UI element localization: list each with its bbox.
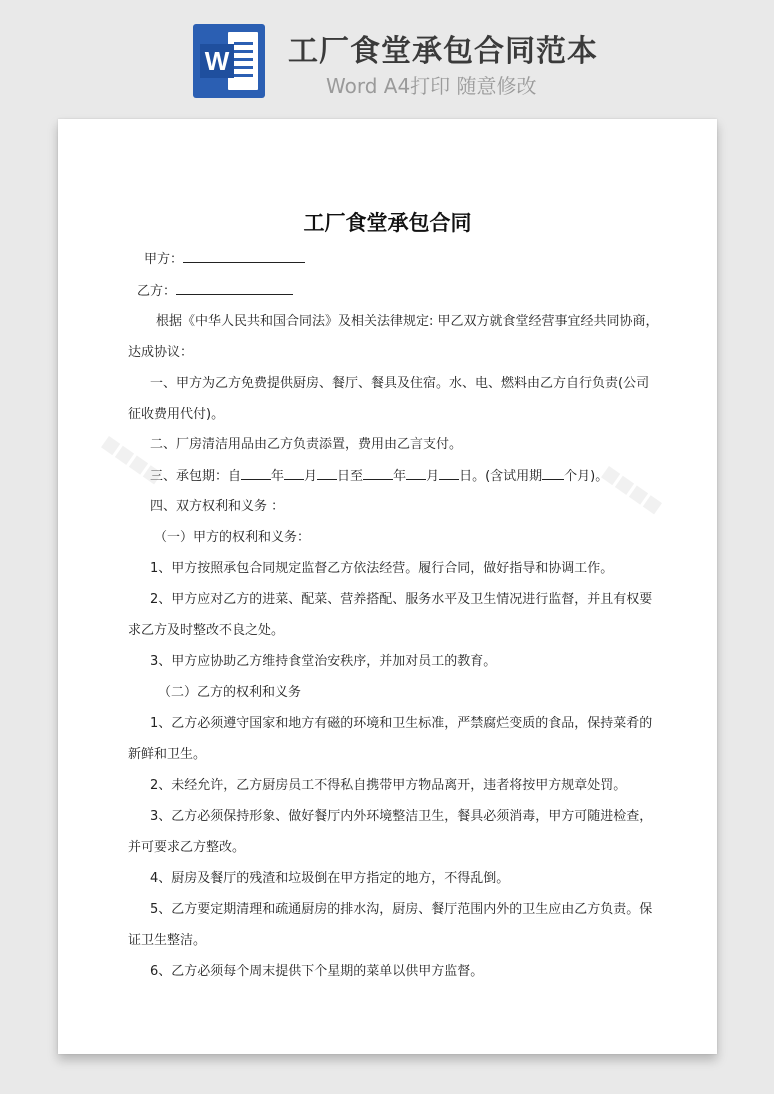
party-b-rights-heading: （二）乙方的权利和义务 [158, 685, 302, 700]
party-a-label: 甲方： [144, 252, 184, 267]
term-prefix: 三、承包期：自 [150, 469, 242, 484]
b6-line: 6、乙方必须每个周末提供下个星期的菜单以供甲方监督。 [150, 964, 484, 979]
a1-line: 1、甲方按照承包合同规定监督乙方依法经营。履行合同，做好指导和协调工作。 [150, 561, 614, 576]
term-blank[interactable] [284, 468, 304, 480]
party-a-line [144, 251, 305, 268]
word-document-icon [193, 24, 265, 98]
a2-line-2: 求乙方及时整改不良之处。 [128, 623, 285, 638]
term-day-end: 日。(含试用期 [459, 469, 543, 484]
party-b-label: 乙方： [137, 284, 177, 299]
document-title: 工厂食堂承包合同 [303, 211, 472, 235]
term-month-2: 月 [426, 469, 440, 484]
term-line [150, 468, 608, 485]
term-blank[interactable] [363, 468, 393, 480]
b5-line-2: 证卫生整洁。 [128, 933, 207, 948]
item4-line: 四、双方权利和义务 ： [150, 499, 285, 514]
party-a-rights-heading: （一）甲方的权利和义务： [154, 530, 311, 545]
banner-title: 工厂食堂承包合同范本 [288, 34, 598, 69]
intro-line-2: 达成协议： [128, 345, 194, 360]
watermark: ■■■■ [98, 431, 166, 488]
term-month-1: 月 [304, 469, 318, 484]
term-blank[interactable] [317, 468, 337, 480]
intro-line-1: 根据《中华人民共和国合同法》及相关法律规定: 甲乙双方就食堂经营事宜经共同协商， [156, 314, 659, 329]
b3-line-1: 3、乙方必须保持形象、做好餐厅内外环境整洁卫生，餐具必须消毒，甲方可随进检查， [150, 809, 653, 824]
term-blank[interactable] [439, 468, 459, 480]
party-b-line [137, 283, 293, 300]
term-year-2: 年 [393, 469, 407, 484]
word-letter: W [200, 44, 234, 78]
item2-line: 二、厂房清洁用品由乙方负责添置，费用由乙言支付。 [150, 437, 463, 452]
item1-line-1: 一、甲方为乙方免费提供厨房、餐厅、餐具及住宿。水、电、燃料由乙方自行负责(公司 [150, 376, 650, 391]
b4-line: 4、厨房及餐厅的残渣和垃圾倒在甲方指定的地方，不得乱倒。 [150, 871, 510, 886]
watermark: ■■■■ [598, 461, 666, 518]
b1-line-1: 1、乙方必须遵守国家和地方有磁的环境和卫生标准，严禁腐烂变质的食品，保持菜肴的 [150, 716, 653, 731]
party-a-blank[interactable] [183, 251, 305, 263]
banner-subtitle: Word A4打印 随意修改 [326, 74, 537, 98]
term-day-to: 日至 [337, 469, 364, 484]
b5-line-1: 5、乙方要定期清理和疏通厨房的排水沟，厨房、餐厅范围内外的卫生应由乙方负责。保 [150, 902, 653, 917]
term-blank[interactable] [406, 468, 426, 480]
a2-line-1: 2、甲方应对乙方的进菜、配菜、营养搭配、服务水平及卫生情况进行监督，并且有权要 [150, 592, 653, 607]
term-year-1: 年 [271, 469, 285, 484]
b1-line-2: 新鲜和卫生。 [128, 747, 207, 762]
term-suffix: 个月)。 [564, 469, 609, 484]
term-blank[interactable] [241, 468, 271, 480]
term-blank[interactable] [542, 468, 564, 480]
party-b-blank[interactable] [176, 283, 293, 295]
b2-line: 2、未经允许，乙方厨房员工不得私自携带甲方物品离开，违者将按甲方规章处罚。 [150, 778, 627, 793]
b3-line-2: 并可要求乙方整改。 [128, 840, 246, 855]
a3-line: 3、甲方应协助乙方维持食堂治安秩序，并加对员工的教育。 [150, 654, 497, 669]
document-page [58, 119, 717, 1054]
item1-line-2: 征收费用代付)。 [128, 407, 225, 422]
header-banner [0, 0, 774, 118]
